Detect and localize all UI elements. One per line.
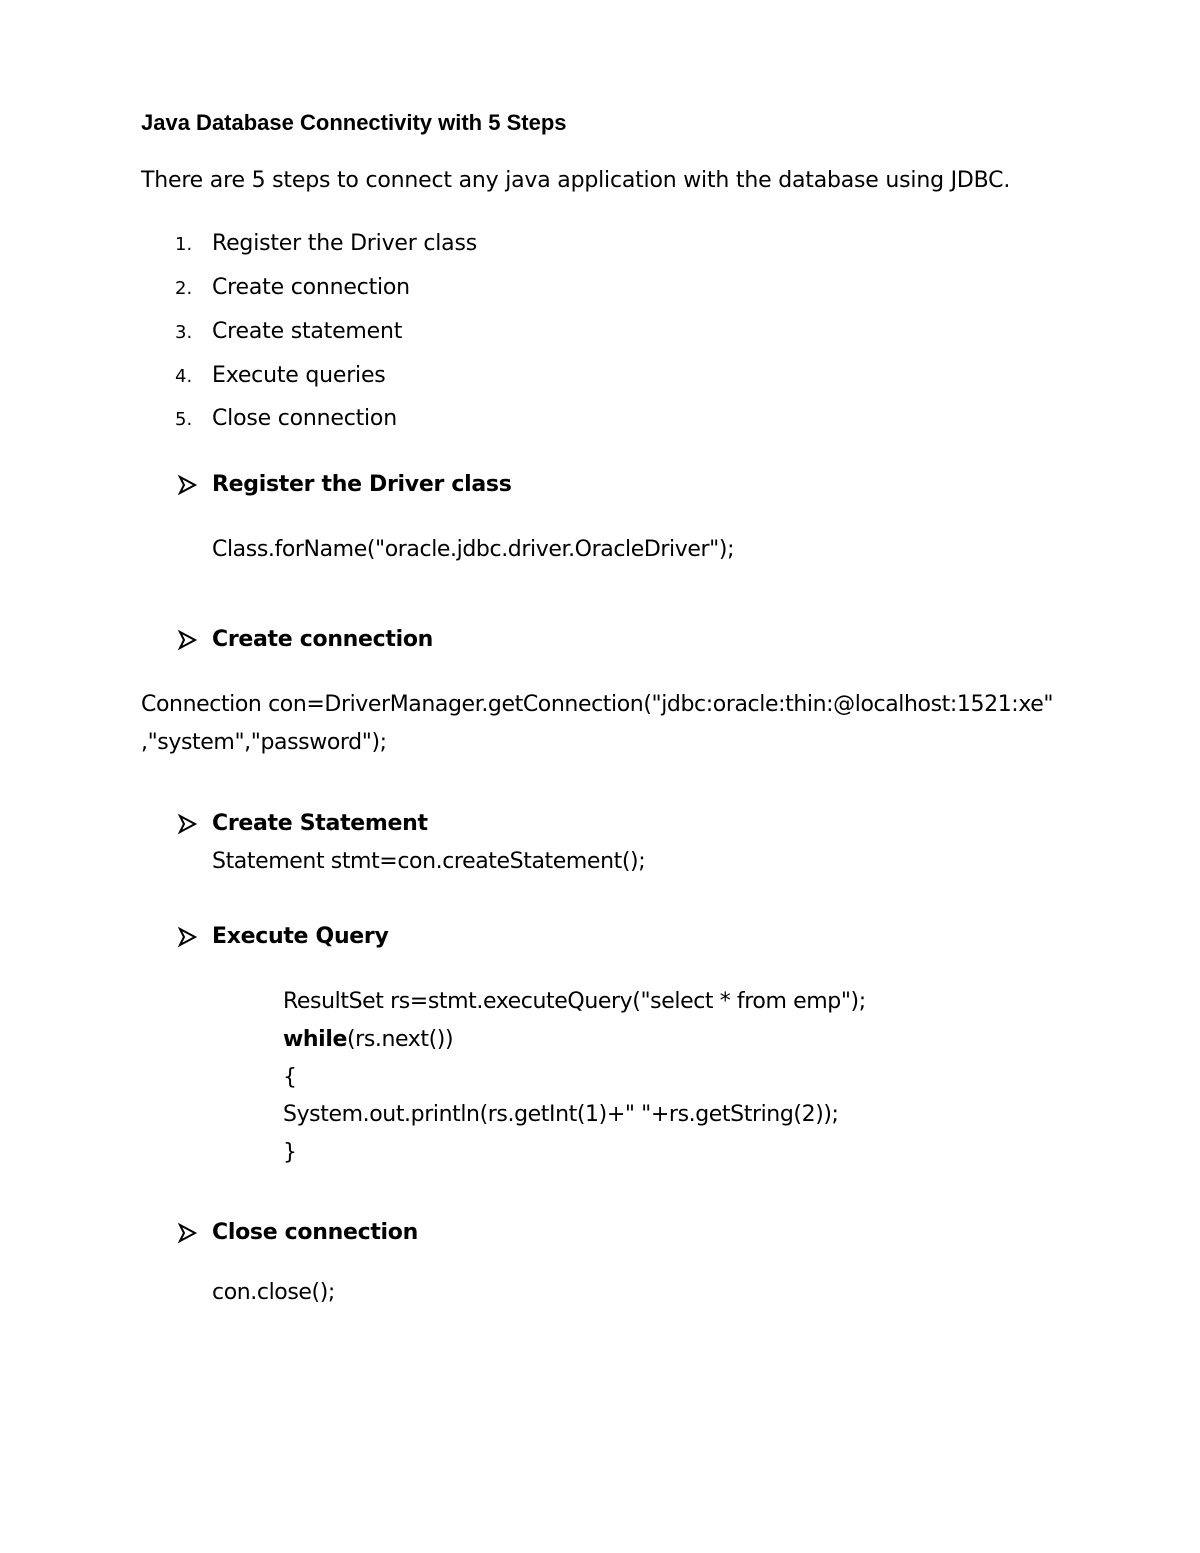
arrow-bullet-icon	[178, 630, 198, 650]
code-line: {	[283, 1065, 297, 1090]
arrow-bullet-icon	[178, 475, 198, 495]
section-title: Register the Driver class	[212, 472, 512, 497]
code-line: ,"system","password");	[141, 730, 387, 755]
list-item-number: 1.	[175, 234, 193, 255]
code-line: System.out.println(rs.getInt(1)+" "+rs.getString(2));	[283, 1102, 839, 1127]
code-text: (rs.next())	[347, 1027, 454, 1052]
list-item-number: 5.	[175, 409, 193, 430]
list-item-number: 2.	[175, 278, 193, 299]
list-item-number: 4.	[175, 366, 193, 387]
list-item-label: Register the Driver class	[212, 231, 477, 256]
arrow-bullet-icon	[178, 814, 198, 834]
code-keyword: while	[283, 1027, 347, 1052]
code-line: con.close();	[212, 1280, 335, 1305]
list-item-label: Execute queries	[212, 363, 386, 388]
code-line: Class.forName("oracle.jdbc.driver.OracleDriver");	[212, 537, 735, 562]
list-item-label: Create statement	[212, 319, 403, 344]
page-title: Java Database Connectivity with 5 Steps	[141, 110, 567, 135]
code-line: Statement stmt=con.createStatement();	[212, 849, 646, 874]
code-line: Connection con=DriverManager.getConnection("jdbc:oracle:thin:@localhost:1521:xe"	[141, 692, 1054, 717]
code-line	[283, 1027, 453, 1053]
arrow-bullet-icon	[178, 927, 198, 947]
section-title: Close connection	[212, 1220, 418, 1245]
list-item-label: Close connection	[212, 406, 397, 431]
section-title: Create connection	[212, 627, 434, 652]
section-title: Create Statement	[212, 811, 428, 836]
code-line: ResultSet rs=stmt.executeQuery("select * from emp");	[283, 989, 866, 1014]
list-item-label: Create connection	[212, 275, 410, 300]
arrow-bullet-icon	[178, 1223, 198, 1243]
list-item-number: 3.	[175, 322, 193, 343]
code-line: }	[283, 1140, 297, 1165]
intro-paragraph: There are 5 steps to connect any java application with the database using JDBC.	[141, 168, 1011, 193]
section-title: Execute Query	[212, 924, 389, 949]
